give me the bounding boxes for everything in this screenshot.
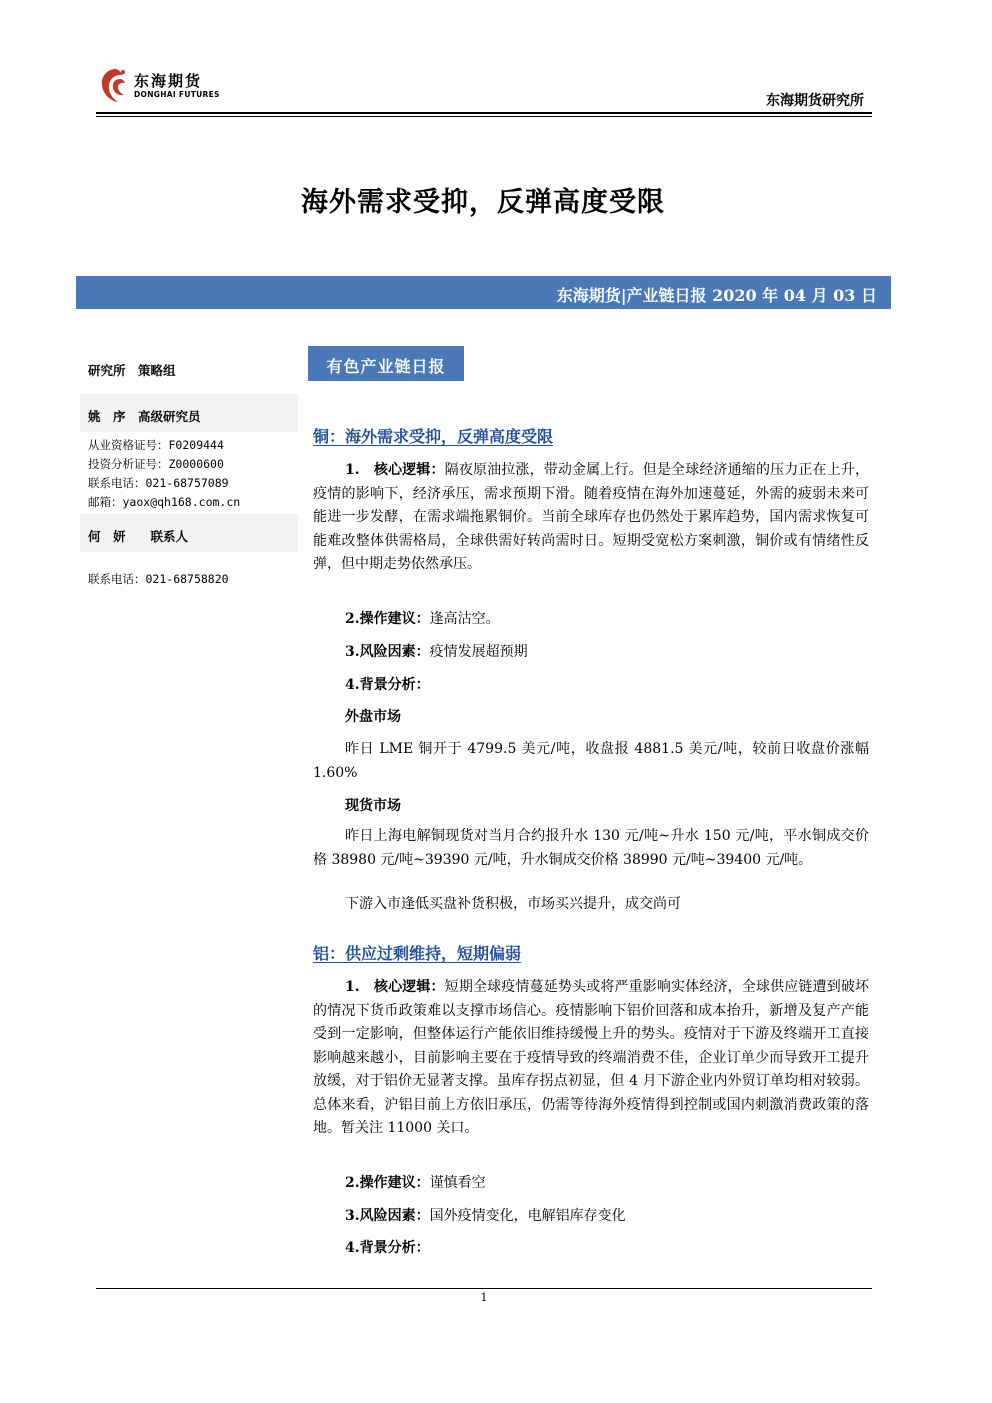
aluminum-core-label: 1. 核心逻辑：: [345, 979, 445, 995]
copper-spot-title: 现货市场: [345, 798, 401, 814]
analyst1-name-role: 姚 序 高级研究员: [88, 409, 201, 424]
logo-english-text: DONGHAI FUTURES: [134, 90, 220, 99]
analyst1-analysis-cert: 投资分析证号：Z0000600: [88, 457, 224, 471]
analyst1-info: [88, 436, 306, 512]
dragon-logo-icon: [98, 66, 132, 106]
copper-risk-text: 疫情发展超预期: [429, 644, 528, 660]
aluminum-operation: [345, 1172, 486, 1192]
analyst1-phone: 联系电话：021-68757089: [88, 476, 229, 490]
aluminum-op-text: 谨慎看空: [429, 1175, 486, 1191]
aluminum-risk-text: 国外疫情变化，电解铝库存变化: [429, 1208, 626, 1224]
institute-name: 东海期货研究所: [766, 93, 864, 109]
aluminum-op-label: 2.操作建议：: [345, 1175, 430, 1191]
footer-rule: [96, 1288, 872, 1289]
copper-op-label: 2.操作建议：: [345, 611, 430, 627]
aluminum-risk: [345, 1205, 626, 1225]
copper-overseas-title: 外盘市场: [345, 709, 401, 725]
aluminum-core-logic: [313, 976, 869, 1141]
logo-chinese-text: 东海期货: [134, 72, 203, 90]
analyst1-qualification: 从业资格证号：F0209444: [88, 438, 224, 452]
copper-operation: [345, 608, 500, 628]
sidebar-group: 研究所 策略组: [88, 363, 176, 378]
copper-section-heading: 铜：海外需求受抑，反弹高度受限: [313, 427, 554, 446]
report-type-tag-text: 有色产业链日报: [326, 357, 446, 376]
aluminum-section-heading: 铝：供应过剩维持，短期偏弱: [313, 944, 522, 963]
report-type-tag: [308, 346, 464, 381]
aluminum-background: [345, 1237, 430, 1257]
copper-bg-label: 4.背景分析：: [345, 677, 430, 693]
header-rule-thick: [96, 112, 872, 114]
copper-core-label: 1. 核心逻辑：: [345, 462, 445, 478]
copper-spot-text-2: 下游入市逢低买盘补货积极，市场买兴提升，成交尚可: [345, 896, 681, 912]
copper-risk-label: 3.风险因素：: [345, 644, 430, 660]
copper-background: [345, 674, 430, 694]
company-logo: [98, 66, 228, 110]
copper-core-logic: [313, 459, 869, 577]
analyst2-phone: 联系电话：021-68758820: [88, 572, 229, 586]
aluminum-bg-label: 4.背景分析：: [345, 1240, 430, 1256]
copper-core-text: 隔夜原油拉涨，带动金属上行。但是全球经济通缩的压力正在上升，疫情的影响下，经济承压，需求预期下滑。随着疫情在海外加速蔓延，外需的疲弱未来可能进一步发酵，在需求端拖累铜价。当前全球库存也仍然处于累库趋势，国内需求恢复可能难改整体供需格局，全球供需好转尚需时日。短期受宽松方案刺激，铜价或有情绪性反弹，但中期走势依然承压。: [313, 462, 869, 572]
date-banner: [76, 276, 891, 309]
copper-risk: [345, 641, 528, 661]
aluminum-risk-label: 3.风险因素：: [345, 1208, 430, 1224]
page-number: 1: [480, 1291, 488, 1304]
analyst2-name-role: 何 妍 联系人: [88, 529, 189, 544]
copper-overseas-text: 昨日 LME 铜开于 4799.5 美元/吨，收盘报 4881.5 美元/吨，较前日收盘价涨幅 1.60%: [313, 741, 869, 781]
analyst1-email: 邮箱：yaox@qh168.com.cn: [88, 495, 241, 509]
report-title: 海外需求受抑，反弹高度受限: [301, 187, 665, 218]
header-rule-thin: [96, 116, 872, 117]
date-banner-text: 东海期货|产业链日报 2020 年 04 月 03 日: [556, 286, 877, 305]
aluminum-core-text: 短期全球疫情蔓延势头或将严重影响实体经济，全球供应链遭到破坏的情况下货币政策难以支撑市场信心。疫情影响下铝价回落和成本抬升，新增及复产产能受到一定影响，但整体运行产能依旧维持缓慢上升的势头。疫情对于下游及终端开工直接影响越来越小，目前影响主要在于疫情导致的终端消费不佳，企业订单少而导致开工提升放缓，对于铝价无显著支撑。虽库存拐点初显，但 4 月下游企业内外贸订单均相对较弱。总体来看，沪铝目前上方依旧承压，仍需等待海外疫情得到控制或国内刺激消费政策的落地。暂关注 11000 关口。: [313, 979, 869, 1136]
copper-spot-text: 昨日上海电解铜现货对当月合约报升水 130 元/吨~升水 150 元/吨，平水铜成交价格 38980 元/吨~39390 元/吨，升水铜成交价格 38990 元/吨~39400 元/吨。: [313, 828, 869, 868]
copper-op-text: 逢高沽空。: [429, 611, 500, 627]
